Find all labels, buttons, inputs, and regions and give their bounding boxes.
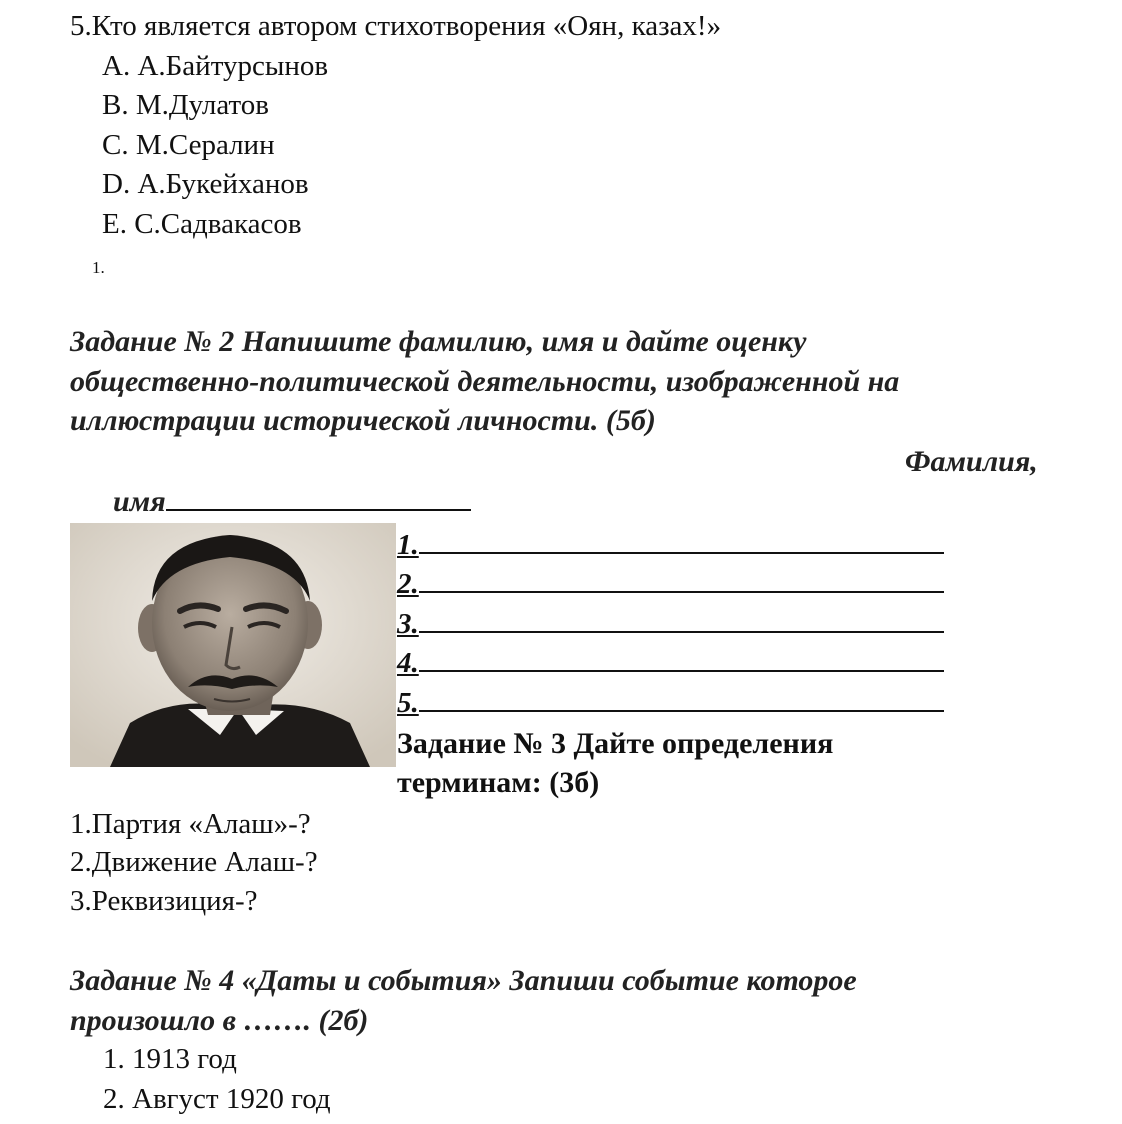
task-4-heading-line-1: Задание № 4 «Даты и события» Запиши событие которое xyxy=(70,964,857,997)
answer-line-3[interactable] xyxy=(397,607,944,641)
task-4-heading-line-2: произошло в ……. (2б) xyxy=(70,1004,369,1037)
date-item-1 xyxy=(103,1043,237,1076)
option-text: А.Байтурсынов xyxy=(137,50,329,82)
option-letter: C. xyxy=(102,129,129,161)
answer-line-2[interactable] xyxy=(397,567,944,601)
term-3: 3.Реквизиция-? xyxy=(70,885,258,917)
answer-line-number: 4. xyxy=(397,647,419,679)
date-text: 1913 год xyxy=(132,1043,237,1075)
date-text: Август 1920 год xyxy=(132,1083,331,1115)
task-2-heading-line-3: иллюстрации исторической личности. (5б) xyxy=(70,404,656,437)
option-letter: B. xyxy=(102,89,129,121)
surname-label: Фамилия, xyxy=(905,445,1038,478)
date-number: 1. xyxy=(103,1043,125,1075)
option-text: М.Дулатов xyxy=(135,89,269,121)
date-number: 2. xyxy=(103,1083,125,1115)
answer-line-1[interactable] xyxy=(397,528,944,562)
option-text: С.Садвакасов xyxy=(134,208,302,240)
answer-line-number: 3. xyxy=(397,608,419,640)
name-field xyxy=(113,485,471,519)
answer-line-number: 1. xyxy=(397,529,419,561)
option-c xyxy=(102,129,275,162)
term-2: 2.Движение Алаш-? xyxy=(70,846,318,878)
question-5-text: 5.Кто является автором стихотворения «Оян, казах!» xyxy=(70,10,722,42)
option-letter: E. xyxy=(102,208,127,240)
option-text: М.Сералин xyxy=(135,129,275,161)
task-2-heading-line-2: общественно-политической деятельности, изображенной на xyxy=(70,365,900,398)
task-3-heading-line-1: Задание № 3 Дайте определения xyxy=(397,727,834,760)
list-number: 1. xyxy=(92,258,105,277)
answer-line-4[interactable] xyxy=(397,646,944,680)
option-d xyxy=(102,168,309,201)
date-item-2 xyxy=(103,1083,331,1116)
task-2-heading-line-1: Задание № 2 Напишите фамилию, имя и дайте оценку xyxy=(70,325,807,358)
answer-line-number: 2. xyxy=(397,568,419,600)
option-letter: A. xyxy=(102,50,131,82)
answer-line-5[interactable] xyxy=(397,686,944,720)
option-text: А.Букейханов xyxy=(137,168,309,200)
answer-line-number: 5. xyxy=(397,687,419,719)
name-answer-line[interactable] xyxy=(166,487,471,511)
option-b xyxy=(102,89,269,122)
task-3-heading-line-2: терминам: (3б) xyxy=(397,766,600,799)
name-label: имя xyxy=(113,485,166,518)
option-e xyxy=(102,208,302,241)
term-1: 1.Партия «Алаш»-? xyxy=(70,808,311,840)
option-letter: D. xyxy=(102,168,131,200)
historical-figure-portrait xyxy=(70,523,396,767)
option-a xyxy=(102,50,328,83)
